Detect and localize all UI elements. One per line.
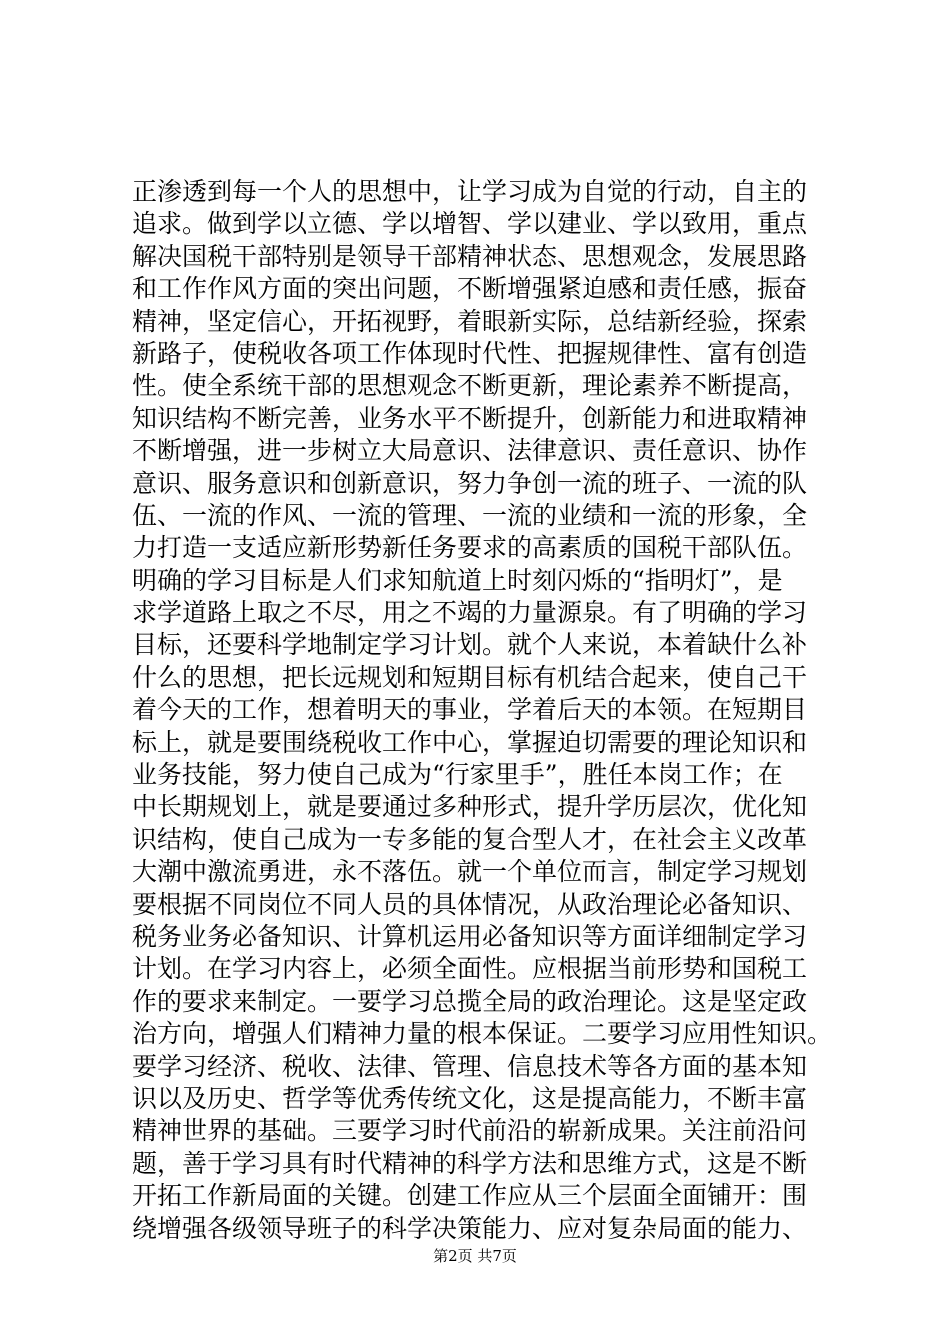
text-line: 意识、服务意识和创新意识，努力争创一流的班子、一流的队: [132, 468, 808, 498]
text-line: 标上，就是要围绕税收工作中心，掌握迫切需要的理论知识和: [132, 727, 808, 757]
text-line: 目标，还要科学地制定学习计划。就个人来说，本着缺什么补: [132, 630, 808, 660]
text-line: 识以及历史、哲学等优秀传统文化，这是提高能力，不断丰富: [132, 1083, 808, 1113]
text-line: 业务技能，努力使自己成为“行家里手”，胜任本岗工作；在: [132, 760, 783, 790]
text-line: 解决国税干部特别是领导干部精神状态、思想观念，发展思路: [132, 241, 808, 271]
text-line: 什么的思想，把长远规划和短期目标有机结合起来，使自己干: [132, 662, 808, 692]
body-text: [132, 176, 832, 1245]
text-line: 不断增强，进一步树立大局意识、法律意识、责任意识、协作: [132, 436, 808, 466]
page-footer: 第2页 共7页: [433, 1247, 517, 1265]
text-line: 大潮中激流勇进，永不落伍。就一个单位而言，制定学习规划: [132, 857, 808, 887]
text-line: 作的要求来制定。一要学习总揽全局的政治理论。这是坚定政: [132, 986, 808, 1016]
text-line: 新路子，使税收各项工作体现时代性、把握规律性、富有创造: [132, 338, 808, 368]
text-line: 税务业务必备知识、计算机运用必备知识等方面详细制定学习: [132, 921, 808, 951]
text-line: 追求。做到学以立德、学以增智、学以建业、学以致用，重点: [132, 209, 808, 239]
text-line: 正渗透到每一个人的思想中，让学习成为自觉的行动，自主的: [132, 177, 808, 206]
text-line: 绕增强各级领导班子的科学决策能力、应对复杂局面的能力、: [132, 1213, 808, 1243]
text-line: 力打造一支适应新形势新任务要求的高素质的国税干部队伍。: [132, 533, 808, 563]
text-line: 性。使全系统干部的思想观念不断更新，理论素养不断提高，: [132, 371, 808, 401]
text-line: 题，善于学习具有时代精神的科学方法和思维方式，这是不断: [132, 1148, 808, 1178]
text-line: 知识结构不断完善，业务水平不断提升，创新能力和进取精神: [132, 403, 808, 433]
text-line: 求学道路上取之不尽，用之不竭的力量源泉。有了明确的学习: [132, 598, 808, 628]
text-line: 伍、一流的作风、一流的管理、一流的业绩和一流的形象，全: [132, 500, 808, 530]
text-line: 要根据不同岗位不同人员的具体情况，从政治理论必备知识、: [132, 889, 808, 919]
text-line: 精神世界的基础。三要学习时代前沿的崭新成果。关注前沿问: [132, 1116, 808, 1146]
text-line: 治方向，增强人们精神力量的根本保证。二要学习应用性知识。: [132, 1019, 833, 1049]
text-line: 计划。在学习内容上，必须全面性。应根据当前形势和国税工: [132, 954, 808, 984]
text-line: 精神，坚定信心，开拓视野，着眼新实际，总结新经验，探索: [132, 306, 808, 336]
text-line: 识结构，使自己成为一专多能的复合型人才，在社会主义改革: [132, 824, 808, 854]
text-line: 明确的学习目标是人们求知航道上时刻闪烁的“指明灯”，是: [132, 565, 783, 595]
text-line: 中长期规划上，就是要通过多种形式，提升学历层次，优化知: [132, 792, 808, 822]
text-line: 开拓工作新局面的关键。创建工作应从三个层面全面铺开：围: [132, 1181, 808, 1211]
text-line: 和工作作风方面的突出问题，不断增强紧迫感和责任感，振奋: [132, 274, 808, 304]
text-line: 要学习经济、税收、法律、管理、信息技术等各方面的基本知: [132, 1051, 808, 1081]
text-line: 着今天的工作，想着明天的事业，学着后天的本领。在短期目: [132, 695, 808, 725]
